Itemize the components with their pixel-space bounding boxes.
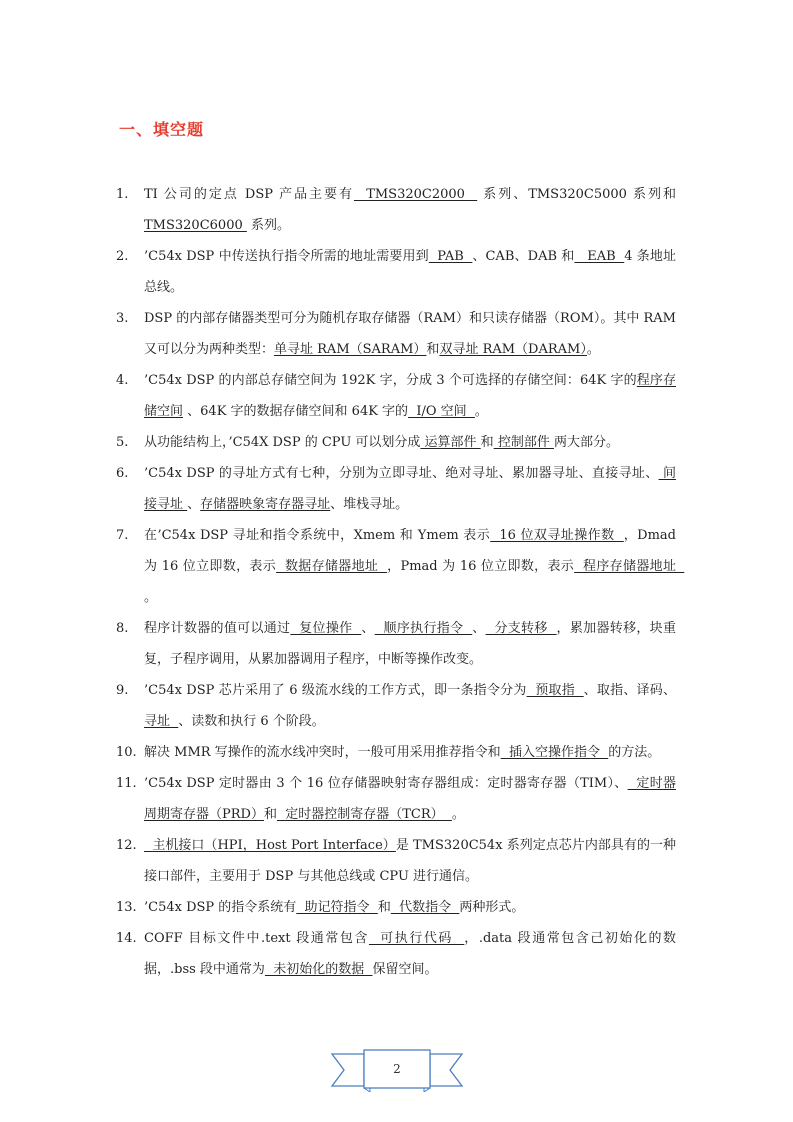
question-fragment: 和	[377, 900, 391, 915]
question-number: 4.	[116, 373, 129, 388]
answer-blank: I/O 空间	[408, 404, 475, 419]
question-item	[116, 768, 676, 830]
answer-blank: TMS320C2000	[353, 187, 478, 202]
question-item	[116, 303, 681, 365]
question-fragment: 两种形式。	[459, 900, 525, 915]
question-fragment: ，.data 段通常包含己初始化的数据，.bss 段中通常为	[144, 931, 677, 977]
question-fragment: ’C54x DSP 的指令系统有	[144, 900, 297, 915]
question-fragment: 、	[187, 497, 201, 512]
question-number: 6.	[116, 466, 129, 481]
answer-blank: 双寻址 RAM（DARAM）	[439, 342, 587, 357]
question-number: 1.	[116, 187, 129, 202]
question-text	[144, 179, 681, 241]
question-fragment: 、读数和执行 6 个阶段。	[178, 714, 325, 729]
question-fragment: 4 条地址总线。	[144, 249, 677, 295]
question-fragment: 、CAB、DAB 和	[472, 249, 575, 264]
question-fragment: 从功能结构上，’C54X DSP 的 CPU 可以划分成	[144, 435, 421, 450]
answer-blank: 未初始化的数据	[264, 962, 373, 977]
question-fragment: ，Dmad 为 16 位立即数，表示	[144, 528, 681, 574]
question-item	[116, 830, 676, 892]
question-number: 8.	[116, 621, 129, 636]
answer-blank: 主机接口（HPI，Host Port Interface）	[144, 838, 396, 853]
question-fragment: 、	[472, 621, 486, 636]
question-fragment: 和	[480, 435, 494, 450]
question-fragment: 。	[144, 590, 158, 605]
question-text	[144, 458, 676, 520]
question-text	[144, 520, 685, 613]
answer-blank: 代数指令	[390, 900, 460, 915]
question-item	[116, 427, 676, 458]
question-fragment: 和	[426, 342, 440, 357]
answer-blank: 预取指	[526, 683, 584, 698]
question-number: 13.	[116, 900, 137, 915]
answer-blank: 控制部件	[493, 435, 554, 450]
answer-blank: 16 位双寻址操作数	[490, 528, 624, 543]
page-footer	[330, 1048, 464, 1092]
question-number: 12.	[116, 838, 137, 853]
question-fragment: 、堆栈寻址。	[330, 497, 409, 512]
question-fragment: ，Pmad 为 16 位立即数，表示	[387, 559, 575, 574]
question-fragment: 是 TMS320C54x 系列定点芯片内部具有的一种接口部件，主要用于 DSP 与其他总线或 CPU 进行通信。	[144, 838, 676, 884]
answer-blank: 可执行代码	[368, 931, 465, 946]
question-fragment: 和	[263, 807, 277, 822]
question-text	[144, 923, 676, 985]
question-fragment: ’C54x DSP 芯片采用了 6 级流水线的工作方式，即一条指令分为	[144, 683, 527, 698]
question-number: 2.	[116, 249, 129, 264]
question-fragment: COFF 目标文件中.text 段通常包含	[144, 931, 369, 946]
question-item	[116, 613, 676, 675]
question-item	[116, 675, 676, 737]
question-fragment: ’C54x DSP 中传送执行指令所需的地址需要用到	[144, 249, 429, 264]
question-fragment: 系列、TMS320C5000 系列和	[477, 187, 681, 202]
question-text	[144, 675, 676, 737]
question-fragment: TI 公司的定点 DSP 产品主要有	[144, 187, 354, 202]
answer-blank: 间接寻址	[144, 466, 677, 512]
question-fragment: 、64K 字的数据存储空间和 64K 字的	[183, 404, 409, 419]
question-fragment: 保留空间。	[372, 962, 438, 977]
question-fragment: 。	[586, 342, 600, 357]
question-fragment: 。	[451, 807, 465, 822]
question-text	[144, 892, 676, 923]
question-fragment: ，累加器转移，块重复，子程序调用，从累加器调用子程序，中断等操作改变。	[144, 621, 676, 667]
question-number: 9.	[116, 683, 129, 698]
answer-blank: 程序存储器地址	[574, 559, 685, 574]
question-text	[144, 365, 676, 427]
question-number: 3.	[116, 311, 129, 326]
question-text	[144, 830, 676, 892]
question-fragment: ’C54x DSP 定时器由 3 个 16 位存储器映射寄存器组成：定时器寄存器（TIM）、	[144, 776, 628, 791]
question-text	[144, 737, 676, 768]
answer-blank: 数据存储器地址	[276, 559, 388, 574]
answer-blank: 顺序执行指令	[374, 621, 473, 636]
answer-blank: 定时器周期寄存器（PRD）	[144, 776, 676, 822]
section-title: 一、填空题	[119, 120, 205, 139]
answer-blank: 寻址	[144, 714, 179, 729]
answer-blank: 助记符指令	[296, 900, 378, 915]
question-fragment: 程序计数器的值可以通过	[144, 621, 291, 636]
answer-blank: 复位操作	[290, 621, 362, 636]
question-item	[116, 923, 676, 985]
question-fragment: 、	[361, 621, 375, 636]
answer-blank: EAB	[574, 249, 625, 264]
question-item	[116, 241, 676, 303]
question-text	[144, 241, 676, 303]
question-item	[116, 179, 681, 241]
page-number: 2	[393, 1062, 401, 1076]
question-fragment: ’C54x DSP 的寻址方式有七种，分别为立即寻址、绝对寻址、累加器寻址、直接寻址、	[144, 466, 659, 481]
question-fragment: 系列。	[246, 218, 291, 233]
question-fragment: ’C54x DSP 的内部总存储空间为 192K 字，分成 3 个可选择的存储空间：64K 字的	[144, 373, 637, 388]
answer-blank: PAB	[428, 249, 473, 264]
question-fragment: 两大部分。	[553, 435, 619, 450]
question-text	[144, 303, 681, 365]
question-item	[116, 365, 676, 427]
question-fragment: 。	[474, 404, 488, 419]
question-item	[116, 458, 676, 520]
question-number: 5.	[116, 435, 129, 450]
question-number: 14.	[116, 931, 137, 946]
answer-blank: 定时器控制寄存器（TCR）	[276, 807, 452, 822]
answer-blank: 程序存储空间	[144, 373, 676, 419]
question-item	[116, 520, 685, 613]
question-fragment: DSP 的内部存储器类型可分为随机存取存储器（RAM）和只读存储器（ROM）。其中 RAM 又可以分为两种类型：	[144, 311, 681, 357]
answer-blank: 插入空操作指令	[500, 745, 609, 760]
question-fragment: 在’C54x DSP 寻址和指令系统中，Xmem 和 Ymem 表示	[144, 528, 491, 543]
question-list	[116, 179, 685, 985]
answer-blank: 单寻址 RAM（SARAM）	[274, 342, 427, 357]
question-number: 10.	[116, 745, 137, 760]
question-number: 7.	[116, 528, 129, 543]
question-text	[144, 613, 676, 675]
answer-blank: 运算部件	[420, 435, 481, 450]
question-text	[144, 427, 676, 458]
question-number: 11.	[116, 776, 137, 791]
answer-blank: TMS320C6000	[144, 218, 247, 233]
answer-blank: 分支转移	[485, 621, 557, 636]
question-item	[116, 737, 676, 768]
question-fragment: 、取指、译码、	[583, 683, 676, 698]
question-item	[116, 892, 676, 923]
question-text	[144, 768, 676, 830]
question-fragment: 的方法。	[608, 745, 661, 760]
answer-blank: 存储器映象寄存器寻址	[200, 497, 331, 512]
question-fragment: 解决 MMR 写操作的流水线冲突时，一般可用采用推荐指令和	[144, 745, 501, 760]
